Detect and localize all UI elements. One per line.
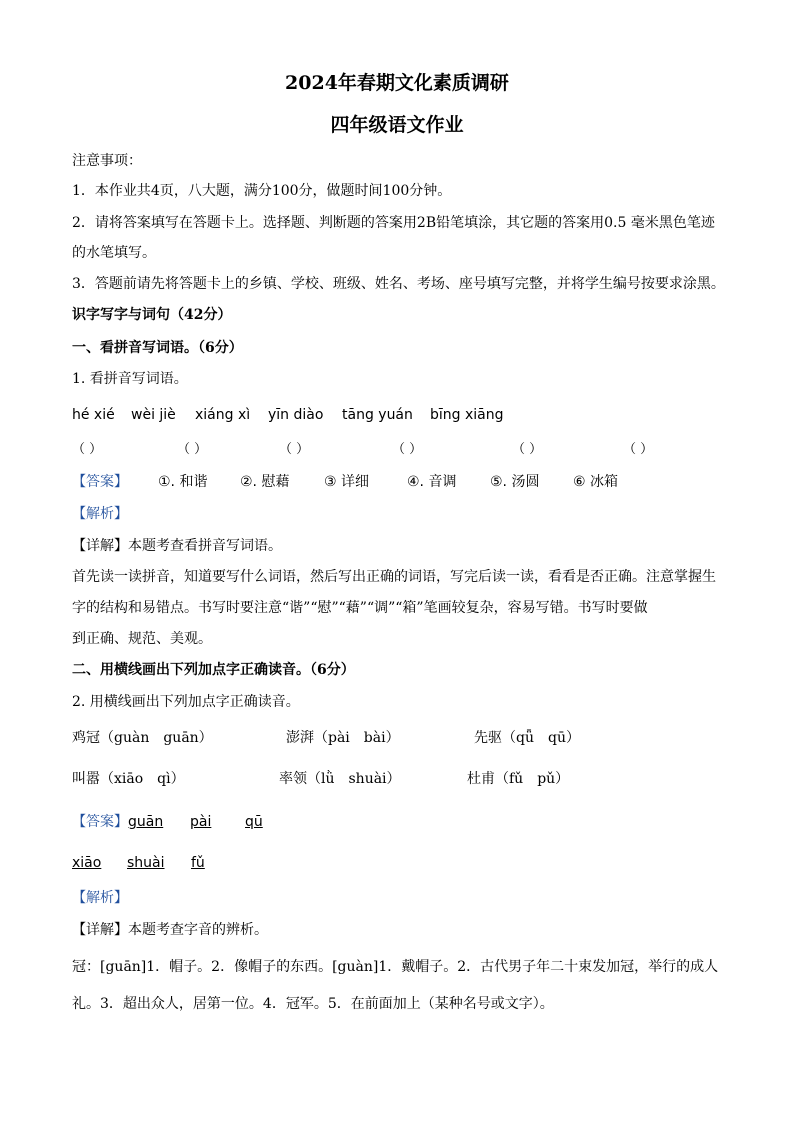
answer-item: pài xyxy=(190,814,212,830)
reading-item: 杜甫（fǔ pǔ） xyxy=(467,771,570,787)
answer-item: ④. 音调 xyxy=(407,474,457,490)
answer-bracket: （ ） xyxy=(279,442,310,457)
answer-bracket: （ ） xyxy=(512,442,543,457)
answer-label: 【答案】 xyxy=(72,814,128,830)
answer-label: 【答案】 xyxy=(72,474,128,490)
answer-item: ③ 详细 xyxy=(324,474,370,490)
detail-line xyxy=(72,536,282,556)
detail-label: 【详解】 xyxy=(72,922,128,938)
answer-item: fǔ xyxy=(191,855,205,871)
explain-line: 字的结构和易错点。书写时要注意“谐”“慰”“藉”“调”“箱”笔画较复杂，容易写错。书写时要做 xyxy=(72,600,648,616)
reading-item: 叫嚣（xiāo qì） xyxy=(72,771,185,787)
part-heading: 识字写字与词句（42分） xyxy=(72,307,232,323)
notes-item: 的水笔填写。 xyxy=(72,245,156,261)
section2-question: 2. 用横线画出下列加点字正确读音。 xyxy=(72,694,300,710)
notes-item: 2．请将答案填写在答题卡上。选择题、判断题的答案用2B铅笔填涂，其它题的答案用0.5 毫米黑色笔迹 xyxy=(72,215,715,231)
page-title-line1: 2024年春期文化素质调研 xyxy=(285,72,509,94)
analysis-label: 【解析】 xyxy=(72,506,128,522)
answer-bracket: （ ） xyxy=(72,442,103,457)
pinyin-item: xiáng xì xyxy=(195,407,251,423)
pinyin-item: yīn diào xyxy=(268,407,324,423)
answer-item: ⑥ 冰箱 xyxy=(573,474,619,490)
answer-item: ①. 和谐 xyxy=(158,474,208,490)
answer-bracket: （ ） xyxy=(392,442,423,457)
answer-bracket: （ ） xyxy=(177,442,208,457)
pinyin-item: tāng yuán xyxy=(342,407,413,423)
reading-item: 澎湃（pài bài） xyxy=(286,730,400,746)
answer-item: shuài xyxy=(127,855,165,871)
detail-text: 本题考查字音的辨析。 xyxy=(128,922,268,938)
analysis-label: 【解析】 xyxy=(72,890,128,906)
notes-item: 1．本作业共4页，八大题，满分100分，做题时间100分钟。 xyxy=(72,183,452,199)
explain-line: 冠：[guān]1．帽子。2．像帽子的东西。[guàn]1．戴帽子。2．古代男子年二十束发加冠，举行的成人 xyxy=(72,959,719,975)
pinyin-item: hé xié xyxy=(72,407,115,423)
explain-line: 首先读一读拼音，知道要写什么词语，然后写出正确的词语，写完后读一读，看看是否正确。注意掌握生 xyxy=(72,569,716,585)
explain-line: 到正确、规范、美观。 xyxy=(72,631,212,647)
reading-item: 率领（lǜ shuài） xyxy=(279,771,401,787)
notes-item: 3．答题前请先将答题卡上的乡镇、学校、班级、姓名、考场、座号填写完整，并将学生编号按要求涂黑。 xyxy=(72,276,725,292)
answer-item: ②. 慰藉 xyxy=(240,474,290,490)
reading-item: 先驱（qǖ qū） xyxy=(474,730,580,746)
answer-item: qū xyxy=(245,814,263,830)
explain-line: 礼。3．超出众人，居第一位。4．冠军。5．在前面加上（某种名号或文字）。 xyxy=(72,996,554,1012)
detail-text: 本题考查看拼音写词语。 xyxy=(128,538,282,554)
answer-item: ⑤. 汤圆 xyxy=(490,474,540,490)
detail-line xyxy=(72,920,268,940)
answer-item: guān xyxy=(128,814,164,830)
section2-heading: 二、用横线画出下列加点字正确读音。（6分） xyxy=(72,662,355,678)
section1-question: 1. 看拼音写词语。 xyxy=(72,371,188,387)
page-title-line2: 四年级语文作业 xyxy=(330,114,464,136)
pinyin-item: wèi jiè xyxy=(131,407,176,423)
detail-label: 【详解】 xyxy=(72,538,128,554)
pinyin-item: bīng xiāng xyxy=(430,407,504,423)
answer-item: xiāo xyxy=(72,855,102,871)
notes-heading: 注意事项： xyxy=(72,153,142,169)
reading-item: 鸡冠（guàn guān） xyxy=(72,730,213,746)
section1-heading: 一、看拼音写词语。（6分） xyxy=(72,340,243,356)
answer-bracket: （ ） xyxy=(623,442,654,457)
